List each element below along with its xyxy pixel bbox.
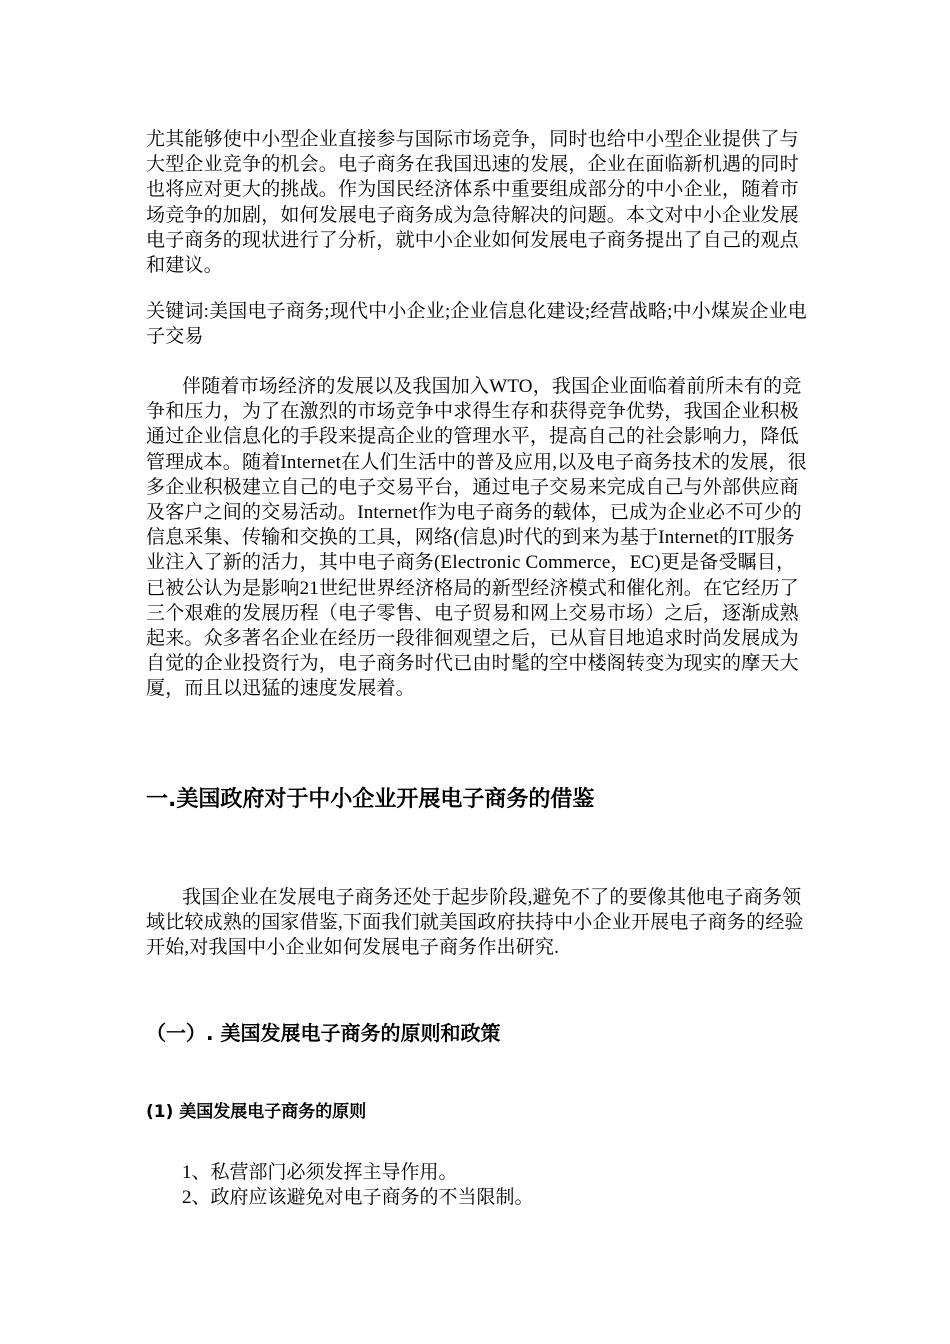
list-item: 1、私营部门必须发挥主导作用。 xyxy=(182,1162,458,1183)
principles-list xyxy=(182,1160,534,1210)
subsection-heading: （一）. 美国发展电子商务的原则和政策 xyxy=(146,1021,501,1045)
section-intro-paragraph: 我国企业在发展电子商务还处于起步阶段,避免不了的要像其他电子商务领域比较成熟的国家借鉴,下面我们就美国政府扶持中小企业开展电子商务的经验开始,对我国中小企业如何发展电子商务作出研究. xyxy=(146,887,804,959)
sub-subsection-heading: (1) 美国发展电子商务的原则 xyxy=(146,1102,367,1122)
intro-paragraph: 尤其能够使中小型企业直接参与国际市场竞争，同时也给中小型企业提供了与大型企业竞争的机会。电子商务在我国迅速的发展，企业在面临新机遇的同时也将应对更大的挑战。作为国民经济体系中重要组成部分的中小企业，随着市场竞争的加剧，如何发展电子商务成为急待解决的问题。本文对中小企业发展电子商务的现状进行了分析，就中小企业如何发展电子商务提出了自己的观点和建议。 xyxy=(146,129,799,277)
background-paragraph: 伴随着市场经济的发展以及我国加入WTO，我国企业面临着前所未有的竞争和压力，为了在激烈的市场竞争中求得生存和获得竞争优势，我国企业积极通过企业信息化的手段来提高企业的管理水平，提高自己的社会影响力，降低管理成本。随着Internet在人们生活中的普及应用,以及电子商务技术的发展，很多企业积极建立自己的电子交易平台，通过电子交易来完成自己与外部供应商及客户之间的交易活动。Internet作为电子商务的载体，已成为企业必不可少的信息采集、传输和交换的工具，网络(信息)时代的到来为基于Internet的IT服务业注入了新的活力，其中电子商务(Electronic Commerce，EC)更是备受瞩目，已被公认为是影响21世纪世界经济格局的新型经济模式和催化剂。在它经历了三个艰难的发展历程（电子零售、电子贸易和网上交易市场）之后，逐渐成熟起来。众多著名企业在经历一段徘徊观望之后，已从盲目地追求时尚发展成为自觉的企业投资行为，电子商务时代已由时髦的空中楼阁转变为现实的摩天大厦，而且以迅猛的速度发展着。 xyxy=(146,376,807,700)
keywords-paragraph: 关键词:美国电子商务;现代中小企业;企业信息化建设;经营战略;中小煤炭企业电子交易 xyxy=(146,301,807,348)
list-item: 2、政府应该避免对电子商务的不当限制。 xyxy=(182,1187,534,1209)
section-heading: 一.美国政府对于中小企业开展电子商务的借鉴 xyxy=(146,787,595,812)
